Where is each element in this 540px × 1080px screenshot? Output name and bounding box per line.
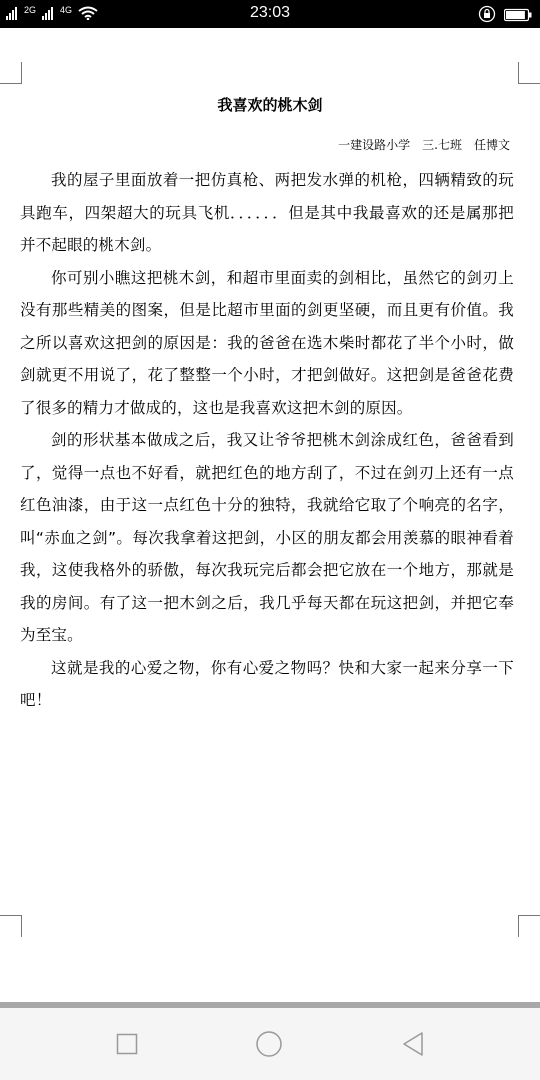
page-corner-mark — [0, 915, 22, 937]
page-corner-mark — [0, 62, 22, 84]
battery-icon — [504, 7, 532, 26]
status-bar — [0, 0, 540, 28]
page-corner-mark — [518, 62, 540, 84]
network-type-label: 2G — [24, 5, 37, 15]
square-icon — [116, 1033, 138, 1055]
network-type-label: 4G — [60, 5, 73, 15]
document-title: 我喜欢的桃木剑 — [217, 96, 323, 114]
back-triangle-icon — [401, 1031, 425, 1057]
circle-icon — [255, 1030, 283, 1058]
orientation-lock-icon — [478, 5, 496, 27]
navigation-bar — [0, 1008, 540, 1080]
status-right-group — [478, 5, 532, 27]
paragraph: 这就是我的心爱之物，你有心爱之物吗？快和大家一起来分享一下吧！ — [20, 658, 514, 709]
paragraph: 我的屋子里面放着一把仿真枪、两把发水弹的机枪，四辆精致的玩具跑车，四架超大的玩具飞机．．．．．．但是其中我最喜欢的还是属那把并不起眼的桃木剑。 — [20, 171, 514, 254]
document-byline: 一建设路小学 三.七班 任博文 — [338, 138, 510, 152]
back-button[interactable] — [397, 1028, 429, 1060]
recents-button[interactable] — [111, 1028, 143, 1060]
clock: 23:03 — [249, 4, 291, 21]
paragraph: 剑的形状基本做成之后，我又让爷爷把桃木剑涂成红色，爸爸看到了，觉得一点也不好看，就把红色的地方刮了，不过在剑刃上还有一点红色油漆，由于这一点红色十分的独特，我就给它取了个响亮的名字，叫“赤血之剑”。每次我拿着这把剑，小区的朋友都会用羡慕的眼神看着我，这使我格外的骄傲，每次我玩完后都会把它放在一个地方，那就是我的房间。有了这一把木剑之后，我几乎每天都在玩这把剑，并把它奉为至宝。 — [20, 431, 514, 644]
document-body — [20, 164, 514, 717]
page-corner-mark — [518, 915, 540, 937]
paragraph: 你可别小瞧这把桃木剑，和超市里面卖的剑相比，虽然它的剑刃上没有那些精美的图案，但是比超市里面的剑更坚硬，而且更有价值。我之所以喜欢这把剑的原因是：我的爸爸在选木柴时都花了半个小时，做剑就更不用说了，花了整整一个小时，才把剑做好。这把剑是爸爸花费了很多的精力才做成的，这也是我喜欢这把木剑的原因。 — [20, 268, 514, 417]
home-button[interactable] — [253, 1028, 285, 1060]
